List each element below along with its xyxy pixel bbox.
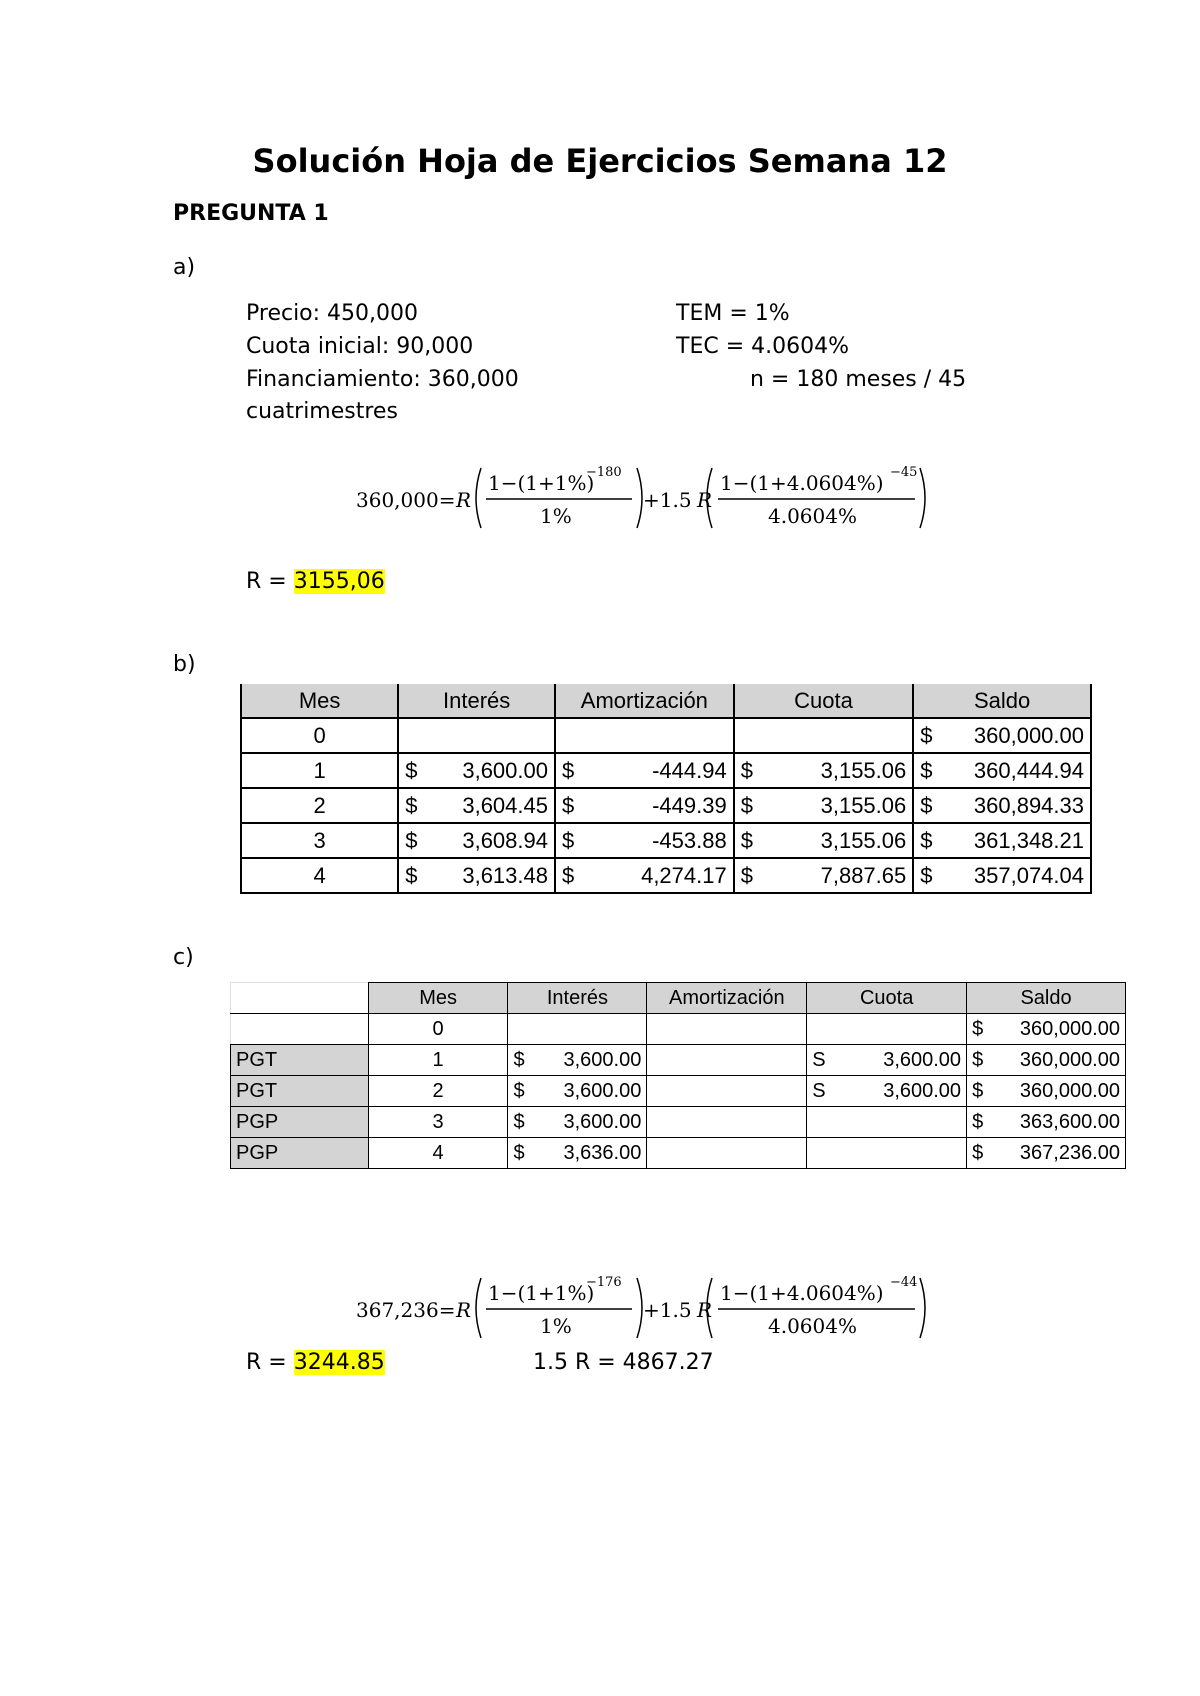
corner-cell <box>231 983 369 1014</box>
cell-interes <box>398 788 555 823</box>
result-c-value: 3244.85 <box>293 1350 385 1375</box>
currency-symbol: $ <box>920 722 933 748</box>
precio-text: Precio: 450,000 <box>246 301 419 326</box>
cuota-value: 3,600.00 <box>883 1048 962 1071</box>
col-header-saldo: Saldo <box>967 983 1126 1014</box>
currency-symbol: $ <box>513 1048 525 1071</box>
cell-interes <box>508 1076 647 1107</box>
result-a-value: 3155,06 <box>293 569 385 594</box>
cell-amort <box>555 753 734 788</box>
cell-interes <box>398 823 555 858</box>
interes-value: 3,600.00 <box>563 1079 642 1102</box>
financiamiento-text: Financiamiento: 360,000 <box>246 367 519 392</box>
formula-num2: 1−(1+4.0604%) <box>720 1281 884 1305</box>
formula-num1: 1−(1+1%) <box>488 471 595 495</box>
table-header-row <box>241 684 1091 718</box>
cell-saldo <box>967 1014 1126 1045</box>
part-a-label: a) <box>173 255 196 280</box>
cuota-value: 3,155.06 <box>820 827 907 853</box>
cell-mes: 3 <box>241 823 398 858</box>
cell-tipo: PGT <box>231 1045 369 1076</box>
cell-amort <box>555 858 734 893</box>
part-c-label: c) <box>173 945 194 970</box>
result-a-label: R = <box>246 569 294 594</box>
currency-symbol: S <box>812 1048 826 1071</box>
cell-cuota <box>807 1076 967 1107</box>
part-b-label: b) <box>173 652 196 677</box>
currency-symbol: $ <box>920 827 933 853</box>
currency-symbol: $ <box>561 757 575 783</box>
currency-symbol: $ <box>920 862 933 888</box>
currency-symbol: $ <box>972 1079 984 1102</box>
table-row <box>231 1107 1126 1138</box>
result-c-15: 1.5 R = 4867.27 <box>533 1350 714 1375</box>
cell-amort <box>647 1138 807 1169</box>
col-header-interes: Interés <box>398 684 555 718</box>
col-header-mes: Mes <box>368 983 508 1014</box>
amortization-table-c <box>230 982 1126 1169</box>
cell-cuota <box>807 1138 967 1169</box>
cell-amort <box>555 718 734 753</box>
currency-symbol: $ <box>513 1110 525 1133</box>
cell-cuota <box>734 788 914 823</box>
cuota-value: 7,887.65 <box>820 862 907 888</box>
cell-mes: 1 <box>368 1045 508 1076</box>
currency-symbol: $ <box>513 1079 525 1102</box>
n-text: n = 180 meses / 45 <box>750 367 967 392</box>
cell-mes: 2 <box>368 1076 508 1107</box>
currency-symbol: $ <box>405 757 418 783</box>
table-row <box>231 1076 1126 1107</box>
cuota-inicial-text: Cuota inicial: 90,000 <box>246 334 474 359</box>
saldo-value: 361,348.21 <box>973 827 1084 853</box>
currency-symbol: $ <box>561 792 575 818</box>
cell-mes: 4 <box>241 858 398 893</box>
currency-symbol: $ <box>405 827 418 853</box>
cell-amort <box>647 1014 807 1045</box>
cell-cuota <box>734 823 914 858</box>
cell-interes <box>508 1014 647 1045</box>
col-header-mes: Mes <box>241 684 398 718</box>
table-row <box>241 753 1091 788</box>
formula-den1: 1% <box>540 504 572 528</box>
cell-mes: 1 <box>241 753 398 788</box>
interes-value: 3,600.00 <box>563 1048 642 1071</box>
saldo-value: 367,236.00 <box>1019 1141 1120 1164</box>
col-header-cuota: Cuota <box>734 684 914 718</box>
result-c-label: R = <box>246 1350 294 1375</box>
page-title: Solución Hoja de Ejercicios Semana 12 <box>252 142 948 180</box>
cuota-value: 3,155.06 <box>820 792 907 818</box>
table-row <box>241 858 1091 893</box>
cell-cuota <box>734 858 914 893</box>
formula-num2: 1−(1+4.0604%) <box>720 471 884 495</box>
cell-amort <box>555 788 734 823</box>
currency-symbol: $ <box>740 792 753 818</box>
cell-interes <box>398 718 555 753</box>
formula-exp2: −45 <box>890 465 918 480</box>
formula-r: R <box>456 488 472 512</box>
currency-symbol: $ <box>405 792 418 818</box>
formula-den2: 4.0604% <box>768 504 857 528</box>
formula-plus: +1.5 <box>643 488 692 512</box>
saldo-value: 357,074.04 <box>973 862 1084 888</box>
amort-value: -449.39 <box>652 792 727 818</box>
cell-saldo <box>913 858 1091 893</box>
formula-den2: 4.0604% <box>768 1314 857 1338</box>
cell-saldo <box>967 1076 1126 1107</box>
cell-cuota <box>807 1014 967 1045</box>
table-row <box>241 823 1091 858</box>
cell-interes <box>398 753 555 788</box>
formula-r2: R <box>697 1298 713 1322</box>
saldo-value: 360,444.94 <box>973 757 1084 783</box>
cell-interes <box>508 1107 647 1138</box>
formula-c <box>350 1272 930 1346</box>
col-header-amortizacion: Amortización <box>555 684 734 718</box>
question-heading: PREGUNTA 1 <box>173 201 329 226</box>
currency-symbol: $ <box>920 792 933 818</box>
formula-r2: R <box>697 488 713 512</box>
cell-mes: 0 <box>368 1014 508 1045</box>
interes-value: 3,604.45 <box>462 792 548 818</box>
interes-value: 3,600.00 <box>563 1110 642 1133</box>
formula-den1: 1% <box>540 1314 572 1338</box>
currency-symbol: $ <box>561 827 575 853</box>
saldo-value: 363,600.00 <box>1019 1110 1120 1133</box>
col-header-interes: Interés <box>508 983 647 1014</box>
currency-symbol: $ <box>513 1141 525 1164</box>
formula-a <box>350 462 930 536</box>
interes-value: 3,600.00 <box>462 757 548 783</box>
cell-saldo <box>967 1045 1126 1076</box>
cell-saldo <box>913 753 1091 788</box>
amort-value: -453.88 <box>652 827 727 853</box>
cell-amort <box>647 1107 807 1138</box>
cell-saldo <box>967 1107 1126 1138</box>
formula-exp2: −44 <box>890 1275 918 1290</box>
cell-saldo <box>967 1138 1126 1169</box>
cell-mes: 2 <box>241 788 398 823</box>
saldo-value: 360,000.00 <box>1019 1079 1120 1102</box>
currency-symbol: $ <box>740 862 753 888</box>
cell-saldo <box>913 718 1091 753</box>
cuatrimestres-text: cuatrimestres <box>246 399 398 424</box>
formula-plus: +1.5 <box>643 1298 692 1322</box>
formula-lhs: 360,000= <box>356 488 456 512</box>
cell-cuota <box>734 718 914 753</box>
saldo-value: 360,000.00 <box>1019 1048 1120 1071</box>
currency-symbol: $ <box>405 862 418 888</box>
table-row <box>231 1045 1126 1076</box>
cell-cuota <box>807 1107 967 1138</box>
formula-num1: 1−(1+1%) <box>488 1281 595 1305</box>
saldo-value: 360,000.00 <box>1019 1017 1120 1040</box>
cell-tipo: PGT <box>231 1076 369 1107</box>
table-row <box>231 1138 1126 1169</box>
interes-value: 3,636.00 <box>563 1141 642 1164</box>
cell-amort <box>647 1045 807 1076</box>
formula-exp1: −176 <box>586 1275 622 1290</box>
cell-mes: 0 <box>241 718 398 753</box>
cuota-value: 3,600.00 <box>883 1079 962 1102</box>
cell-tipo: PGP <box>231 1138 369 1169</box>
currency-symbol: $ <box>561 862 575 888</box>
amort-value: 4,274.17 <box>641 862 727 888</box>
cell-saldo <box>913 788 1091 823</box>
cell-tipo: PGP <box>231 1107 369 1138</box>
formula-exp1: −180 <box>586 465 622 480</box>
cell-tipo <box>231 1014 369 1045</box>
cell-mes: 3 <box>368 1107 508 1138</box>
currency-symbol: $ <box>972 1048 984 1071</box>
cuota-value: 3,155.06 <box>820 757 907 783</box>
amortization-table-b <box>240 684 1092 894</box>
interes-value: 3,613.48 <box>462 862 548 888</box>
currency-symbol: $ <box>972 1141 984 1164</box>
table-header-row <box>231 983 1126 1014</box>
result-c <box>246 1350 385 1375</box>
formula-r: R <box>456 1298 472 1322</box>
currency-symbol: $ <box>920 757 933 783</box>
tec-text: TEC = 4.0604% <box>676 334 850 359</box>
table-row <box>241 718 1091 753</box>
currency-symbol: $ <box>972 1017 984 1040</box>
currency-symbol: S <box>812 1079 826 1102</box>
currency-symbol: $ <box>740 757 753 783</box>
cell-cuota <box>807 1045 967 1076</box>
col-header-amortizacion: Amortización <box>647 983 807 1014</box>
col-header-cuota: Cuota <box>807 983 967 1014</box>
amort-value: -444.94 <box>652 757 727 783</box>
cell-cuota <box>734 753 914 788</box>
tem-text: TEM = 1% <box>676 301 790 326</box>
saldo-value: 360,000.00 <box>973 722 1084 748</box>
cell-amort <box>647 1076 807 1107</box>
cell-amort <box>555 823 734 858</box>
table-row <box>241 788 1091 823</box>
cell-saldo <box>913 823 1091 858</box>
cell-interes <box>508 1138 647 1169</box>
result-a <box>246 569 385 594</box>
currency-symbol: $ <box>740 827 753 853</box>
cell-interes <box>508 1045 647 1076</box>
saldo-value: 360,894.33 <box>973 792 1084 818</box>
cell-interes <box>398 858 555 893</box>
table-row <box>231 1014 1126 1045</box>
currency-symbol: $ <box>972 1110 984 1133</box>
col-header-saldo: Saldo <box>913 684 1091 718</box>
cell-mes: 4 <box>368 1138 508 1169</box>
formula-lhs: 367,236= <box>356 1298 456 1322</box>
interes-value: 3,608.94 <box>462 827 548 853</box>
